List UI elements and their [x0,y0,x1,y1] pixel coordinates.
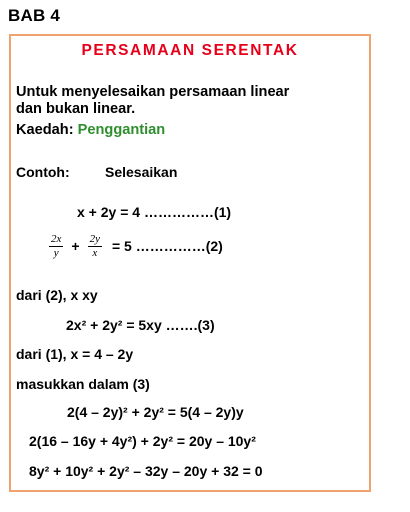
step-7: 8y² + 10y² + 2y² – 32y – 20y + 32 = 0 [29,463,263,479]
step-4: masukkan dalam (3) [16,376,150,392]
rule-line [16,122,165,138]
rule-label: Kaedah: [16,122,78,138]
content-box [9,34,371,492]
fraction-denominator: x [92,246,98,259]
fraction-denominator: y [53,246,59,259]
fraction-numerator: 2y [89,233,100,245]
step-3: dari (1), x = 4 – 2y [16,346,134,362]
step-6: 2(16 – 16y + 4y²) + 2y² = 20y – 10y² [29,433,256,449]
step-1: dari (2), x xy [16,287,98,303]
rule-value: Penggantian [77,122,166,138]
fraction-2y-over-x [88,233,102,259]
chapter-heading: BAB 4 [8,6,61,25]
intro-line-2: dan bukan linear. [16,101,136,117]
equation-1: x + 2y = 4 ……………(1) [77,204,232,220]
plus-sign: + [71,238,80,255]
fraction-2x-over-y [49,233,63,259]
intro-line-1: Untuk menyelesaikan persamaan linear [16,84,290,100]
example-label: Contoh: [16,164,70,180]
equation-2 [49,233,231,259]
equation-2-rest: = 5 ……………(2) [111,238,223,255]
example-instruction: Selesaikan [105,164,178,180]
step-5: 2(4 – 2y)² + 2y² = 5(4 – 2y)y [67,404,244,420]
fraction-numerator: 2x [51,233,62,245]
step-2: 2x² + 2y² = 5xy …….(3) [66,317,215,333]
box-title: PERSAMAAN SERENTAK [81,42,299,59]
